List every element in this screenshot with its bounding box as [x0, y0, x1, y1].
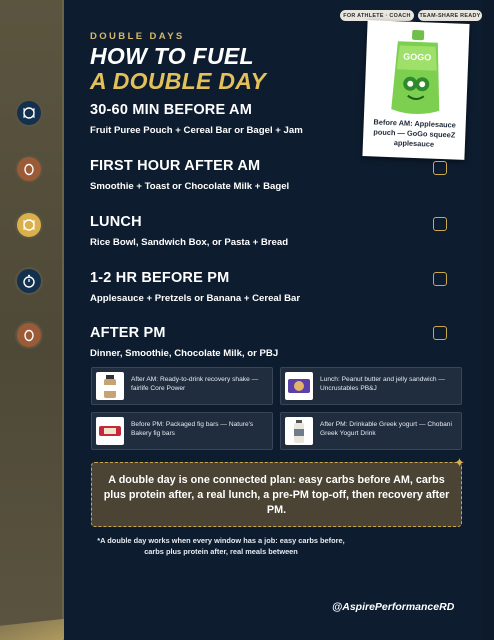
checkbox-after-pm[interactable]	[433, 326, 447, 340]
fig-bar-package-image	[96, 417, 124, 445]
section-heading: AFTER PM	[90, 325, 166, 341]
section-items: Smoothie + Toast or Chocolate Milk + Bagel	[90, 181, 290, 192]
sandwich-box-image	[285, 372, 313, 400]
section-heading: LUNCH	[90, 214, 142, 230]
product-card-fig-bars	[91, 412, 273, 450]
product-card-uncrustables	[280, 367, 462, 405]
kicker: DOUBLE DAYS	[90, 31, 185, 42]
summary-callout	[91, 462, 462, 527]
title-line-2: A DOUBLE DAY	[90, 68, 267, 94]
section-before-pm	[90, 270, 300, 304]
plate-icon	[17, 101, 41, 125]
section-after-am	[90, 158, 289, 192]
section-after-pm	[90, 325, 278, 359]
checkbox-before-pm[interactable]	[433, 272, 447, 286]
title-line-1: HOW TO FUEL	[90, 43, 254, 69]
audience-tag: FOR ATHLETE · COACH	[340, 10, 414, 21]
footnote: *A double day works when every window has a job: easy carbs before, carbs plus protein after, real meals between	[97, 536, 345, 556]
applesauce-pouch-image	[387, 29, 446, 117]
pouch-brand-text: GOGO	[403, 51, 432, 63]
section-lunch	[90, 214, 288, 248]
egg-icon	[17, 323, 41, 347]
social-handle: @AspirePerformanceRD	[332, 601, 455, 613]
section-items: Rice Bowl, Sandwich Box, or Pasta + Bread	[90, 237, 289, 248]
product-text: Lunch: Peanut butter and jelly sandwich — Uncrustables PB&J	[320, 376, 445, 392]
section-items: Dinner, Smoothie, Chocolate Milk, or PBJ	[90, 348, 279, 359]
product-text: After PM: Drinkable Greek yogurt — Chobani Greek Yogurt Drink	[320, 421, 452, 437]
sparkle-icon: ✦	[454, 455, 465, 470]
yogurt-drink-image	[285, 417, 313, 445]
decorative-side-stripe	[0, 0, 64, 640]
plate-icon	[17, 213, 41, 237]
share-tag: TEAM-SHARE READY	[418, 10, 482, 21]
product-card-chobani	[280, 412, 462, 450]
checkbox-lunch[interactable]	[433, 217, 447, 231]
section-heading: 1-2 HR BEFORE PM	[90, 270, 230, 286]
section-items: Applesauce + Pretzels or Banana + Cereal Bar	[90, 293, 301, 304]
shake-bottle-image	[96, 372, 124, 400]
section-heading: FIRST HOUR AFTER AM	[90, 158, 261, 174]
checkbox-after-am[interactable]	[433, 161, 447, 175]
stopwatch-icon	[17, 269, 41, 293]
section-items: Fruit Puree Pouch + Cereal Bar or Bagel + Jam	[90, 125, 303, 136]
egg-icon	[17, 157, 41, 181]
product-photo-card	[362, 20, 469, 160]
callout-text: A double day is one connected plan: easy carbs before AM, carbs plus protein after, a real lunch, a pre-PM top-off, then recovery after PM.	[103, 474, 450, 516]
product-card-core-power	[91, 367, 273, 405]
right-edge-strip	[482, 0, 494, 640]
product-text: After AM: Ready-to-drink recovery shake — fairlife Core Power	[131, 376, 259, 392]
section-heading: 30-60 MIN BEFORE AM	[90, 102, 252, 118]
photo-caption: Before AM: Applesauce pouch — GoGo squeeZ applesauce	[373, 117, 457, 149]
product-text: Before PM: Packaged fig bars — Nature's Bakery fig bars	[131, 421, 254, 437]
section-before-am	[90, 102, 303, 136]
